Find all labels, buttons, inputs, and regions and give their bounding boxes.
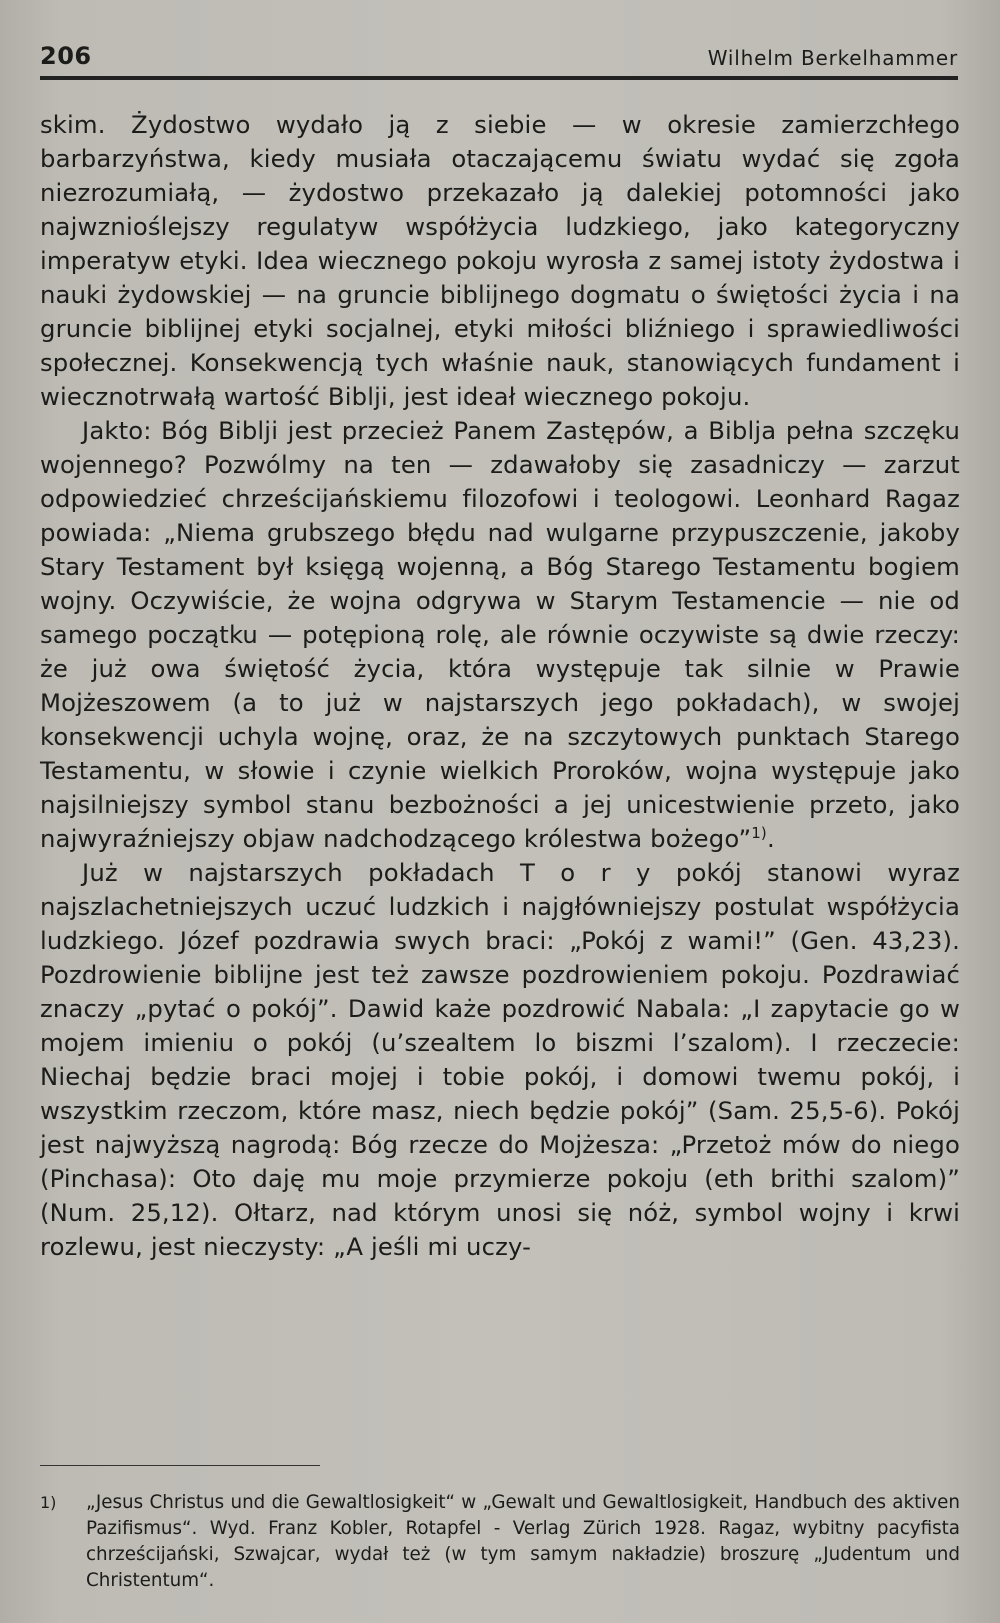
footnote-1 bbox=[40, 1490, 960, 1594]
paragraph-2 bbox=[40, 414, 960, 856]
page-header bbox=[40, 42, 958, 74]
header-rule bbox=[40, 76, 958, 80]
footnote-reference[interactable]: 1) bbox=[751, 823, 767, 842]
page-number: 206 bbox=[40, 42, 92, 70]
footnote-mark: 1) bbox=[40, 1493, 57, 1512]
running-head-author: Wilhelm Berkelhammer bbox=[707, 46, 958, 70]
body-text bbox=[40, 108, 960, 1264]
paragraph-1: skim. Żydostwo wydało ją z siebie — w okresie zamierzchłego barbarzyństwa, kiedy musiała otaczającemu światu wydać się zgoła niezrozumiałą, — żydostwo przekazało ją dalekiej potomności jako najwznioślejszy regulatyw współżycia ludzkiego, jako kategoryczny imperatyw etyki. Idea wiecznego pokoju wyrosła z samej istoty żydostwa i nauki żydowskiej — na gruncie biblijnego dogmatu o świętości życia i na gruncie biblijnej etyki socjalnej, etyki miłości bliźniego i sprawiedliwości społecznej. Konsekwencją tych właśnie nauk, stanowiących fundament i wiecznotrwałą wartość Biblji, jest ideał wiecznego pokoju. bbox=[40, 110, 960, 411]
paragraph-3: Już w najstarszych pokładach T o r y pokój stanowi wyraz najszlachetniejszych uczuć ludzkich i najgłówniejszy postulat współżycia ludzkiego. Józef pozdrawia swych braci: „Pokój z wami!” (Gen. 43,23). Pozdrowienie biblijne jest też zawsze pozdrowieniem pokoju. Pozdrawiać znaczy „pytać o pokój”. Dawid każe pozdrowić Nabala: „I zapytacie go w mojem imieniu o pokój (u’szealtem lo biszmi l’szalom). I rzeczecie: Niechaj będzie braci mojej i tobie pokój, i domowi twemu pokój, i wszystkim rzeczom, które masz, niech będzie pokój” (Sam. 25,5-6). Pokój jest najwyższą nagrodą: Bóg rzecze do Mojżesza: „Przetoż mów do niego (Pinchasa): Oto daję mu moje przymierze pokoju (eth brithi szalom)” (Num. 25,12). Ołtarz, nad którym unosi się nóż, symbol wojny i krwi rozlewu, jest nieczysty: „A jeśli mi uczy- bbox=[40, 858, 960, 1261]
footnote-rule bbox=[40, 1465, 320, 1466]
paragraph-2-text: Jakto: Bóg Biblji jest przecież Panem Zastępów, a Biblja pełna szczęku wojennego? Pozwólmy na ten — zdawałoby się zasadniczy — zarzut odpowiedzieć chrześcijańskiemu filozofowi i teologowi. Leonhard Ragaz powiada: „Niema grubszego błędu nad wulgarne przypuszczenie, jakoby Stary Testament był księgą wojenną, a Bóg Starego Testamentu bogiem wojny. Oczywiście, że wojna odgrywa w Starym Testamencie — nie od samego początku — potępioną rolę, ale równie oczywiste są dwie rzeczy: że już owa świętość życia, która występuje tak silnie w Prawie Mojżeszowem (a to już w najstarszych jego pokładach), w swojej konsekwencji uchyla wojnę, oraz, że na szczytowych punktach Starego Testamentu, w słowie i czynie wielkich Proroków, wojna występuje jako najsilniejszy symbol stanu bezbożności a jej unicestwienie przeto, jako najwyraźniejszy objaw nadchodzącego królestwa bożego” bbox=[40, 416, 960, 853]
paragraph-2-end: . bbox=[766, 824, 775, 853]
footnotes bbox=[40, 1490, 960, 1594]
footnote-text: „Jesus Christus und die Gewaltlosigkeit“ w „Gewalt und Gewaltlosigkeit, Handbuch des aktiven Pazifismus“. Wyd. Franz Kobler, Rotapfel - Verlag Zürich 1928. Ragaz, wybitny pacyfista chrześcijański, Szwajcar, wydał też (w tym samym nakładzie) broszurę „Judentum und Christentum“. bbox=[86, 1492, 960, 1591]
